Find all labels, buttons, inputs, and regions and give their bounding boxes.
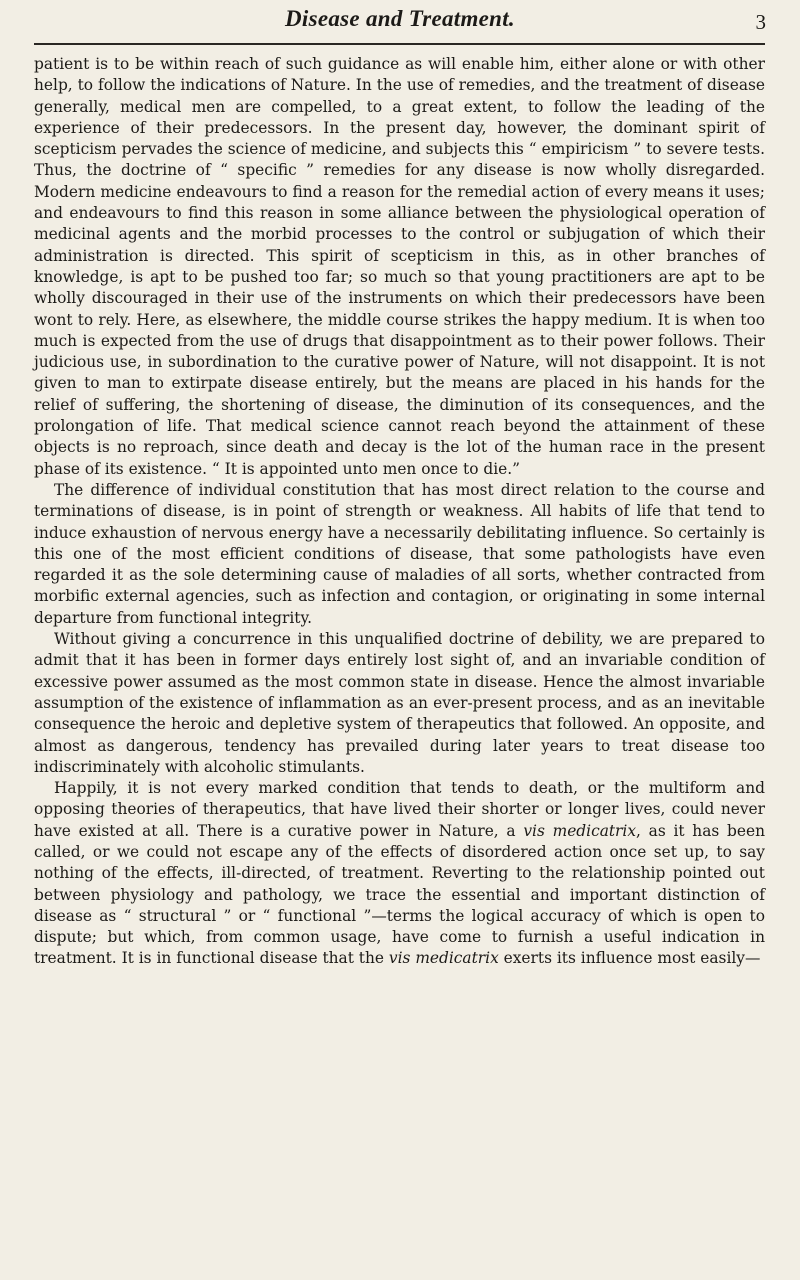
paragraph-4 <box>34 778 765 970</box>
header-rule <box>34 43 765 45</box>
page-number: 3 <box>755 10 766 34</box>
body-text <box>34 54 765 970</box>
paragraph-2-text: The difference of individual constitution that has most direct relation to the course and terminations of disease, is in point of strength or weakness. All habits of life that tend to induce exhaustion of nervous energy have a necessarily debilitating influence. So certainly is this one of the most efficient conditions of disease, that some pathologists have even regarded it as the sole determining cause of maladies of all sorts, whether contracted from morbific external agencies, such as infection and contagion, or originating in some internal departure from functional integrity. <box>34 480 765 627</box>
page-header <box>34 6 766 38</box>
running-title: Disease and Treatment. <box>285 6 515 31</box>
paragraph-2 <box>34 480 765 629</box>
paragraph-3 <box>34 629 765 778</box>
paragraph-4-text-b: , as it has been called, or we could not escape any of the effects of disordered action once set up, to say nothing of the effects, ill-directed, of treatment. Reverting to the relationship pointed out between physiology and pathology, we trace the essential and important distinction of disease as “ structural ” or “ functional ”—terms the logical accuracy of which is open to dispute; but which, from common usage, have come to furnish a useful indication in treatment. It is in functional disease that the <box>34 821 765 968</box>
paragraph-1-text: patient is to be within reach of such guidance as will enable him, either alone or with other help, to follow the indications of Nature. In the use of remedies, and the treatment of disease generally, medical men are compelled, to a great extent, to follow the leading of the experience of their predecessors. In the present day, however, the dominant spirit of scepticism pervades the science of medicine, and subjects this “ empiricism ” to severe tests. Thus, the doctrine of “ specific ” remedies for any disease is now wholly disregarded. Modern medicine endeavours to find a reason for the remedial action of every means it uses; and endeavours to find this reason in some alliance between the physiological operation of medicinal agents and the morbid processes to the control or subjugation of which their administration is directed. This spirit of scepticism in this, as in other branches of knowledge, is apt to be pushed too far; so much so that young practitioners are apt to be wholly discouraged in their use of the instruments on which their predecessors have been wont to rely. Here, as elsewhere, the middle course strikes the happy medium. It is when too much is expected from the use of drugs that disappointment as to their power follows. Their judicious use, in subordination to the curative power of Nature, will not disappoint. It is not given to man to extirpate disease entirely, but the means are placed in his hands for the relief of suffering, the shortening of disease, the diminution of its consequences, and the prolongation of life. That medical science cannot reach beyond the attainment of these objects is no reproach, since death and decay is the lot of the human race in the present phase of its existence. “ It is appointed unto men once to die.” <box>34 55 765 478</box>
paragraph-1 <box>34 54 765 480</box>
paragraph-3-text: Without giving a concurrence in this unqualified doctrine of debility, we are prepared to admit that it has been in former days entirely lost sight of, and an invariable condition of excessive power assumed as the most common state in disease. Hence the almost invariable assumption of the existence of inflammation as an ever-present process, and as an inevitable consequence the heroic and depletive system of therapeutics that followed. An opposite, and almost as dangerous, tendency has prevailed during later years to treat disease too indiscriminately with alcoholic stimulants. <box>34 630 765 776</box>
vis-medicatrix-term-2: vis medicatrix <box>388 949 499 968</box>
vis-medicatrix-term: vis medicatrix <box>523 821 637 840</box>
paragraph-4-text-c: exerts its influence most easily— <box>498 949 761 968</box>
paragraph-4-text-a: Happily, it is not every marked condition that tends to death, or the multiform and opposing theories of therapeutics, that have lived their shorter or longer lives, could never have existed at all. There is a curative power in Nature, a <box>34 779 765 840</box>
